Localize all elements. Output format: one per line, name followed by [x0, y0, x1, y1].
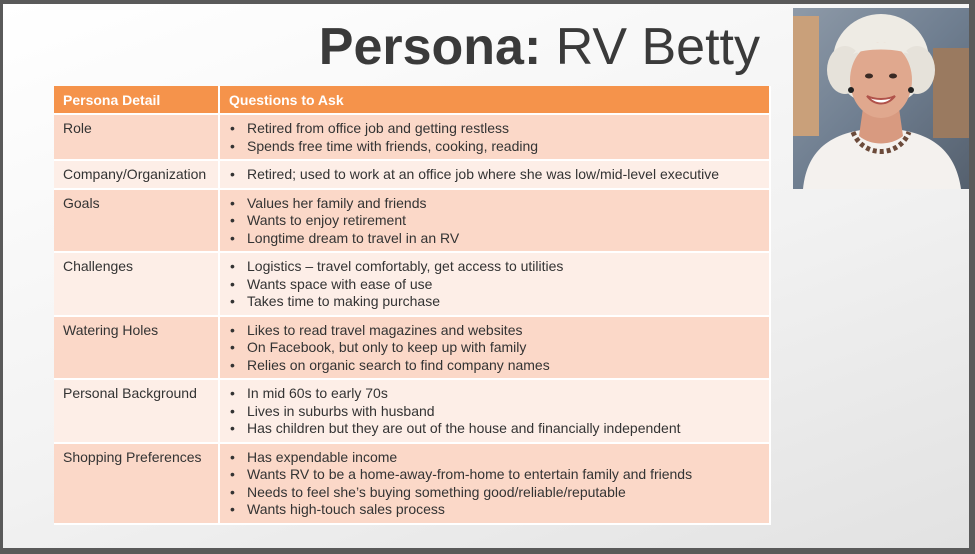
- row-label: Personal Background: [54, 379, 219, 443]
- row-label: Watering Holes: [54, 316, 219, 380]
- bullet-item: • Retired; used to work at an office job where she was low/mid-level executive: [247, 166, 760, 184]
- row-label: Shopping Preferences: [54, 443, 219, 524]
- row-bullets: [219, 189, 770, 253]
- row-bullets: [219, 443, 770, 524]
- bullet-item: • Has expendable income: [247, 449, 760, 467]
- row-bullets: [219, 316, 770, 380]
- bullet-item: • Spends free time with friends, cooking, reading: [247, 138, 760, 156]
- row-label: Company/Organization: [54, 160, 219, 189]
- slide: [3, 4, 969, 548]
- bullet-item: • Wants high-touch sales process: [247, 501, 760, 519]
- row-bullets: [219, 379, 770, 443]
- bullet-item: • Needs to feel she’s buying something good/reliable/reputable: [247, 484, 760, 502]
- bullet-item: • Wants to enjoy retirement: [247, 212, 760, 230]
- bullet-item: • Wants RV to be a home-away-from-home to entertain family and friends: [247, 466, 760, 484]
- bullet-item: • Wants space with ease of use: [247, 276, 760, 294]
- bullet-item: • Logistics – travel comfortably, get access to utilities: [247, 258, 760, 276]
- bullet-item: • Takes time to making purchase: [247, 293, 760, 311]
- table-row-company: [54, 160, 770, 189]
- row-bullets: [219, 114, 770, 160]
- table-row-watering-holes: [54, 316, 770, 380]
- row-label: Role: [54, 114, 219, 160]
- row-label: Goals: [54, 189, 219, 253]
- bullet-item: • On Facebook, but only to keep up with family: [247, 339, 760, 357]
- persona-photo: [793, 8, 969, 189]
- table-row-role: [54, 114, 770, 160]
- bullet-item: • Longtime dream to travel in an RV: [247, 230, 760, 248]
- bullet-item: • Values her family and friends: [247, 195, 760, 213]
- table-row-goals: [54, 189, 770, 253]
- title-name: RV Betty: [555, 18, 760, 76]
- row-bullets: [219, 252, 770, 316]
- header-persona-detail: Persona Detail: [54, 86, 219, 114]
- table-row-challenges: [54, 252, 770, 316]
- persona-table: [54, 86, 771, 525]
- bullet-item: • Lives in suburbs with husband: [247, 403, 760, 421]
- table-row-personal-background: [54, 379, 770, 443]
- header-questions: Questions to Ask: [219, 86, 770, 114]
- row-bullets: [219, 160, 770, 189]
- bullet-item: • Likes to read travel magazines and websites: [247, 322, 760, 340]
- table-row-shopping-preferences: [54, 443, 770, 524]
- bullet-item: • In mid 60s to early 70s: [247, 385, 760, 403]
- slide-title: [3, 14, 760, 80]
- bullet-item: • Has children but they are out of the house and financially independent: [247, 420, 760, 438]
- bullet-item: • Retired from office job and getting restless: [247, 120, 760, 138]
- bullet-item: • Relies on organic search to find company names: [247, 357, 760, 375]
- title-bold: Persona:: [318, 18, 542, 76]
- table-header-row: [54, 86, 770, 114]
- row-label: Challenges: [54, 252, 219, 316]
